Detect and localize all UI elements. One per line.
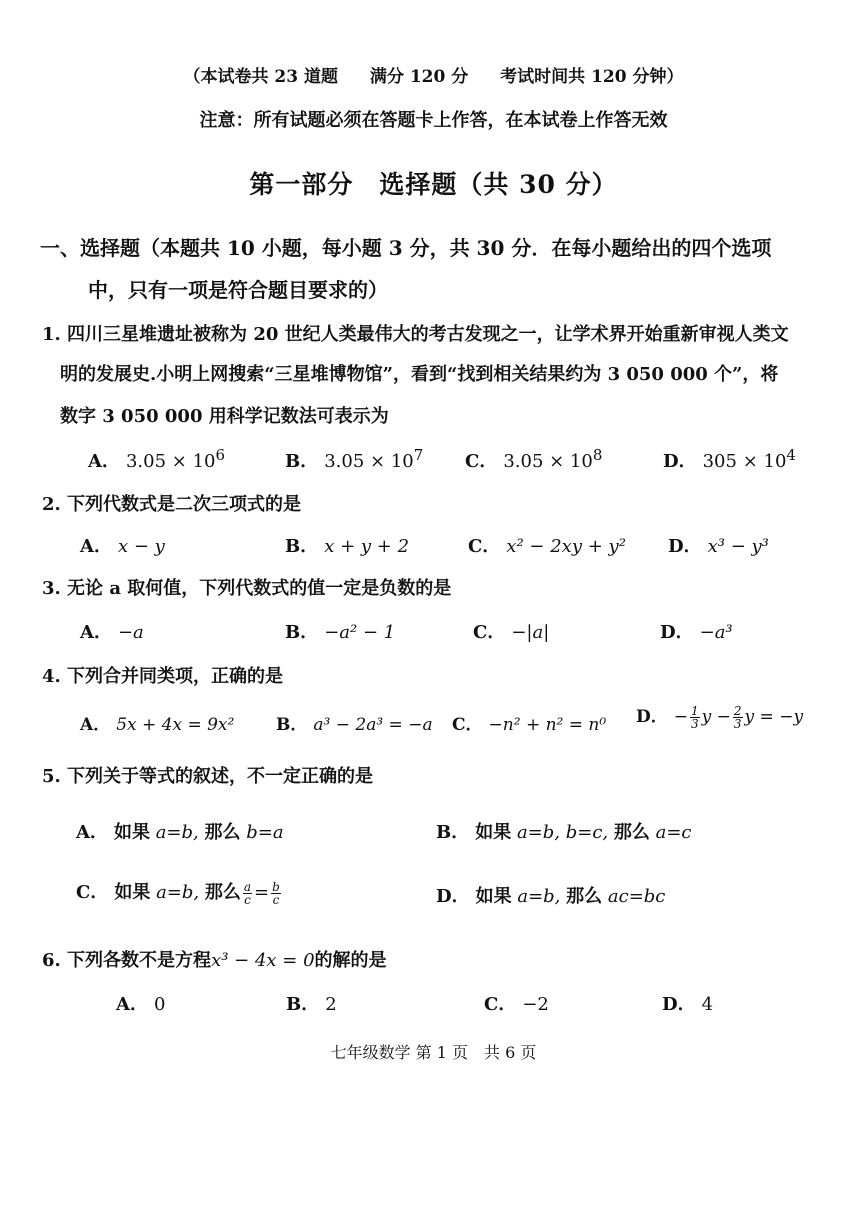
- option-expr: x² − 2xy + y²: [506, 536, 626, 557]
- option-label: B．: [286, 994, 320, 1015]
- option-expr: −a: [117, 622, 144, 643]
- q5-option-c: [76, 878, 283, 906]
- q2-option-a: [80, 532, 165, 558]
- option-then: 那么: [204, 882, 241, 903]
- section-heading-line1: 一、选择题（本题共 10 小题，每小题 3 分，共 30 分．在每小题给出的四个选项: [40, 236, 772, 260]
- q6-text-pre: 6. 下列各数不是方程: [42, 950, 212, 971]
- q3-text: 3. 无论 a 取何值，下列代数式的值一定是负数的是: [42, 578, 452, 599]
- option-then: 那么: [204, 822, 241, 843]
- option-label: C．: [468, 536, 501, 557]
- q5-option-d: [436, 882, 665, 908]
- q6-option-b: [286, 990, 337, 1016]
- option-label: A．: [80, 622, 112, 643]
- q6-text-post: 的解的是: [314, 950, 387, 971]
- exam-info-score: 满分 120 分: [369, 67, 469, 87]
- option-exponent: 6: [215, 446, 226, 464]
- q5-option-b: [436, 818, 692, 844]
- q3-option-a: [80, 618, 144, 644]
- fraction-denominator: 3: [733, 717, 742, 731]
- q6-text: [42, 946, 387, 972]
- q4-option-d: [636, 702, 803, 730]
- option-exponent: 7: [413, 446, 424, 464]
- option-expr: 3.05 × 10: [125, 451, 216, 472]
- fraction: [271, 881, 281, 906]
- option-expr: a³ − 2a³ = −a: [313, 715, 433, 735]
- q6-option-c: [484, 990, 549, 1016]
- option-condition: a=b,: [517, 886, 561, 907]
- option-condition: a=b,: [155, 822, 199, 843]
- q1-line1: 1. 四川三星堆遗址被称为 20 世纪人类最伟大的考古发现之一，让学术界开始重新审视人类文: [42, 324, 789, 345]
- option-expr: 3.05 × 10: [324, 451, 414, 472]
- fraction-numerator: b: [272, 879, 280, 894]
- q4-text: 4. 下列合并同类项，正确的是: [42, 666, 284, 687]
- option-result: a=c: [655, 822, 692, 843]
- option-if: 如果: [475, 822, 512, 843]
- option-condition: a=b, b=c,: [516, 822, 609, 843]
- option-expr-mid: y −: [701, 707, 731, 727]
- option-if: 如果: [113, 822, 150, 843]
- option-label: A．: [116, 994, 148, 1015]
- exam-info-questions: （本试卷共 23 道题: [183, 67, 338, 87]
- option-label: B．: [276, 715, 308, 735]
- option-expr: 0: [153, 994, 166, 1015]
- option-expr-post: y = −y: [744, 707, 804, 727]
- option-label: B．: [285, 451, 319, 472]
- q1-option-d: [663, 446, 796, 473]
- fraction: [733, 705, 743, 730]
- q2-option-c: [468, 532, 626, 558]
- option-label: C．: [465, 451, 498, 472]
- option-expr: x + y + 2: [324, 536, 410, 557]
- fraction-denominator: c: [272, 892, 280, 907]
- fraction-numerator: a: [243, 879, 252, 894]
- option-label: B．: [285, 622, 319, 643]
- option-expr: −a² − 1: [324, 622, 396, 643]
- option-label: C．: [76, 882, 109, 903]
- option-label: D．: [668, 536, 702, 557]
- q6-option-d: [662, 990, 713, 1016]
- option-label: D．: [636, 707, 668, 727]
- option-label: A．: [76, 822, 108, 843]
- q2-text: 2. 下列代数式是二次三项式的是: [42, 494, 302, 515]
- option-expr: 3.05 × 10: [503, 451, 593, 472]
- option-label: B．: [285, 536, 319, 557]
- option-result: b=a: [246, 822, 284, 843]
- q4-option-b: [276, 710, 433, 735]
- notice: 注意：所有试题必须在答题卡上作答，在本试卷上作答无效: [199, 110, 668, 131]
- q6-option-a: [116, 990, 165, 1016]
- option-label: C．: [452, 715, 483, 735]
- option-expr: 305 × 10: [702, 451, 787, 472]
- option-expr: −|a|: [511, 622, 550, 643]
- q3-option-b: [285, 618, 395, 644]
- option-label: A．: [80, 715, 111, 735]
- q3-option-c: [473, 618, 549, 644]
- q3-option-d: [660, 618, 733, 644]
- fraction-denominator: 3: [691, 717, 699, 731]
- fraction-denominator: c: [244, 892, 251, 907]
- option-label: C．: [473, 622, 506, 643]
- section-heading-line2: 中，只有一项是符合题目要求的）: [88, 278, 388, 302]
- fraction-numerator: 2: [733, 704, 742, 718]
- option-label: D．: [660, 622, 694, 643]
- option-label: D．: [662, 994, 696, 1015]
- option-expr: x − y: [117, 536, 165, 557]
- option-expr: 4: [701, 994, 714, 1015]
- q1-option-b: [285, 446, 423, 473]
- q1-line2: 明的发展史.小明上网搜索“三星堆博物馆”，看到“找到相关结果约为 3 050 000 个”，将: [60, 364, 779, 385]
- equals-sign: =: [254, 882, 270, 903]
- q1-option-c: [465, 446, 602, 473]
- option-expr: −n² + n² = n⁰: [488, 715, 607, 735]
- q2-option-b: [285, 532, 409, 558]
- option-expr: 2: [325, 994, 337, 1015]
- option-expr: x³ − y³: [707, 536, 769, 557]
- option-then: 那么: [613, 822, 650, 843]
- option-condition: a=b,: [156, 882, 200, 903]
- page-footer: 七年级数学 第 1 页 共 6 页: [330, 1043, 537, 1062]
- fraction: [243, 881, 252, 906]
- q6-equation: x³ − 4x = 0: [211, 950, 315, 971]
- option-label: D．: [663, 451, 697, 472]
- option-then: 那么: [566, 886, 603, 907]
- q5-text: 5. 下列关于等式的叙述，不一定正确的是: [42, 766, 374, 787]
- option-label: D．: [436, 886, 470, 907]
- exam-info-time: 考试时间共 120 分钟）: [500, 67, 684, 87]
- q5-option-a: [76, 818, 284, 844]
- q2-option-d: [668, 532, 769, 558]
- fraction: [690, 705, 700, 730]
- q4-option-c: [452, 710, 606, 735]
- option-expr-pre: −: [673, 707, 688, 727]
- option-expr: 5x + 4x = 9x²: [116, 715, 235, 735]
- exam-info: [0, 62, 867, 87]
- option-expr: −2: [522, 994, 549, 1015]
- option-if: 如果: [475, 886, 512, 907]
- option-if: 如果: [114, 882, 151, 903]
- option-result: ac=bc: [607, 886, 666, 907]
- option-label: A．: [80, 536, 112, 557]
- option-exponent: 4: [786, 446, 796, 464]
- q4-option-a: [80, 710, 234, 735]
- option-exponent: 8: [592, 446, 603, 464]
- fraction-numerator: 1: [691, 704, 699, 718]
- option-label: A．: [88, 451, 120, 472]
- part-title: 第一部分 选择题（共 30 分）: [249, 170, 618, 199]
- q1-line3: 数字 3 050 000 用科学记数法可表示为: [60, 406, 389, 427]
- option-label: C．: [484, 994, 517, 1015]
- q1-option-a: [88, 446, 225, 473]
- option-expr: −a³: [699, 622, 733, 643]
- option-label: B．: [436, 822, 470, 843]
